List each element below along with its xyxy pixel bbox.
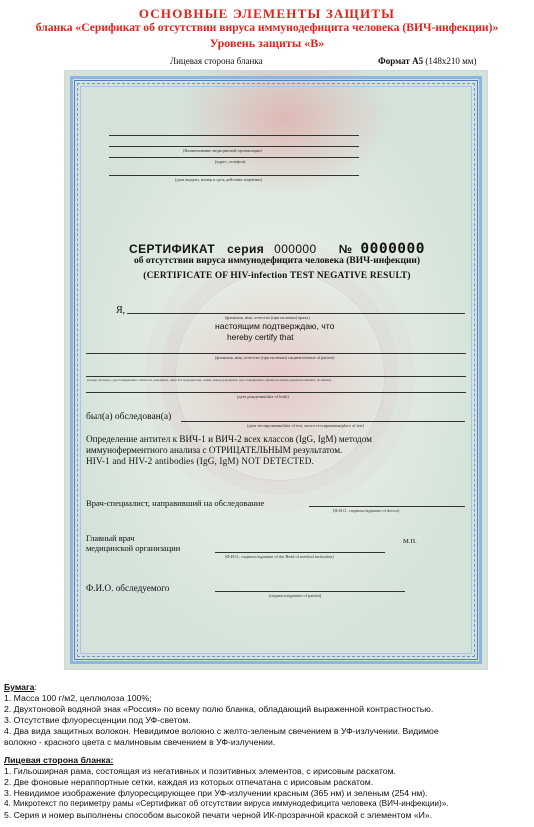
address-caption: (адрес, телефон) <box>215 159 246 164</box>
referring-doctor-caption: (Ф.И.О., подпись/signature of doctor) <box>333 508 400 513</box>
head-doctor-label-2: медицинской организации <box>86 544 181 553</box>
patient-name-caption: (фамилия, имя, отчество (при наличии) пациента/name of patient) <box>215 355 335 360</box>
certificate-number: 0000000 <box>360 241 425 257</box>
document-line <box>86 376 466 377</box>
list-item: 4. Микротекст по периметру рамы «Сертификат об отсутствии вируса иммунодефицита человека (ВИЧ-инфекции)». <box>4 798 449 808</box>
list-item: 1. Гильоширная рама, состоящая из негативных и позитивных элементов, с ирисовым раскатом. <box>4 765 396 776</box>
issue-line <box>109 175 359 176</box>
confirm-text-ru: настоящим подтверждаю, что <box>215 321 335 331</box>
patient-signature-line <box>215 591 405 592</box>
doctor-name-caption: (фамилия, имя, отчество (при наличии) врача) <box>225 315 310 320</box>
patient-name-line <box>86 353 466 354</box>
series-label: серия <box>227 242 265 256</box>
face-side-notes <box>4 755 449 820</box>
head-doctor-label-1: Главный врач <box>86 534 135 543</box>
list-item: волокно - красного цвета с малиновым свечением в УФ-излучении. <box>4 736 276 747</box>
paper-heading: Бумага: <box>4 682 37 692</box>
side-label: Лицевая сторона бланка <box>170 56 263 66</box>
page-title: ОСНОВНЫЕ ЭЛЕМЕНТЫ ЗАЩИТЫ <box>138 6 396 21</box>
head-doctor-line <box>215 552 385 553</box>
institution-line <box>109 135 359 136</box>
protection-level: Уровень защиты «В» <box>209 36 325 50</box>
list-item: 1. Масса 100 г/м2, целлюлоза 100%; <box>4 692 152 703</box>
institution-line-2 <box>109 146 359 147</box>
list-item: 3. Отсутствие флуоресценции под УФ-светом. <box>4 714 191 725</box>
certificate-title: СЕРТИФИКАТ серия 000000 № 0000000 <box>129 241 425 257</box>
result-text-ru-1: Определение антител к ВИЧ-1 и ВИЧ-2 всех классов (IgG, IgM) методом <box>86 434 372 444</box>
list-item: 2. Две фоновые нераппортные сетки, каждая из которых отпечатана с ирисовым раскатом. <box>4 776 374 787</box>
issue-caption: (дата выдачи, номер и срок действия лицензии) <box>175 177 262 182</box>
format-label: Формат А5 (148х210 мм) <box>378 56 477 66</box>
test-caption: (дата тестирования/date of test, место тестирования/place of test) <box>247 423 365 428</box>
institution-caption: (Наименование медицинской организации) <box>183 148 263 153</box>
list-item: 3. Невидимое изображение флуоресцирующее при УФ-излучении красным (365 нм) и зеленым (254 нм). <box>4 787 428 798</box>
referring-doctor-label: Врач-специалист, направивший на обследование <box>86 498 265 508</box>
head-doctor-caption: (Ф.И.О., подпись/signature of the Head of medical institution) <box>225 554 334 559</box>
result-text-ru-2: иммуноферментного анализа с ОТРИЦАТЕЛЬНЫМ результатом. <box>86 445 343 455</box>
stamp-label: М.П. <box>403 538 417 545</box>
list-item: 4. Два вида защитных волокон. Невидимое волокно с желто-зеленым свечением в УФ-излучении. Видимое <box>4 725 439 736</box>
certificate-blank <box>64 70 488 670</box>
address-line <box>109 157 359 158</box>
list-item: 5. Серия и номер выполнены способом высокой печати черной ИК-прозрачной краской с элементом «И». <box>4 809 433 820</box>
page-subtitle: бланка «Серификат об отсутствии вируса иммунодефицита человека (ВИЧ-инфекции)» <box>35 21 499 34</box>
result-text-en: HIV-1 and HIV-2 antibodies (IgG, IgM) NOT DETECTED. <box>86 456 315 466</box>
certificate-subtitle-en: (CERTIFICATE OF HIV-infection TEST NEGATIVE RESULT) <box>143 271 411 281</box>
birth-date-line <box>86 392 466 393</box>
test-line <box>181 421 465 422</box>
certificate-subtitle-ru: об отсутствии вируса иммунодефицита человека (ВИЧ-инфекции) <box>133 256 421 266</box>
examined-label: был(а) обследован(а) <box>86 412 172 422</box>
series-number: 000000 <box>274 242 317 256</box>
birth-date-caption: (дата рождения/date of birth) <box>237 394 289 399</box>
i-label: Я, <box>116 305 126 316</box>
patient-signature-caption: (подпись/signature of patient) <box>269 593 322 598</box>
face-heading: Лицевая сторона бланка: <box>4 755 114 765</box>
document-caption: (номер паспорта, удостоверяющего личность документа, лица без гражданства, серия, номер документа, удостоверяющего личность/номер документа/identity document) <box>87 378 332 382</box>
list-item: 2. Двухтоновой водяной знак «Россия» по всему полю бланка, обладающий выраженной контрастностью. <box>4 703 434 714</box>
paper-notes <box>4 682 439 747</box>
patient-label: Ф.И.О. обследуемого <box>86 583 170 593</box>
referring-doctor-line <box>309 506 465 507</box>
number-sign: № <box>338 242 353 256</box>
confirm-text-en: hereby certify that <box>227 332 294 342</box>
doctor-name-line <box>127 313 465 314</box>
